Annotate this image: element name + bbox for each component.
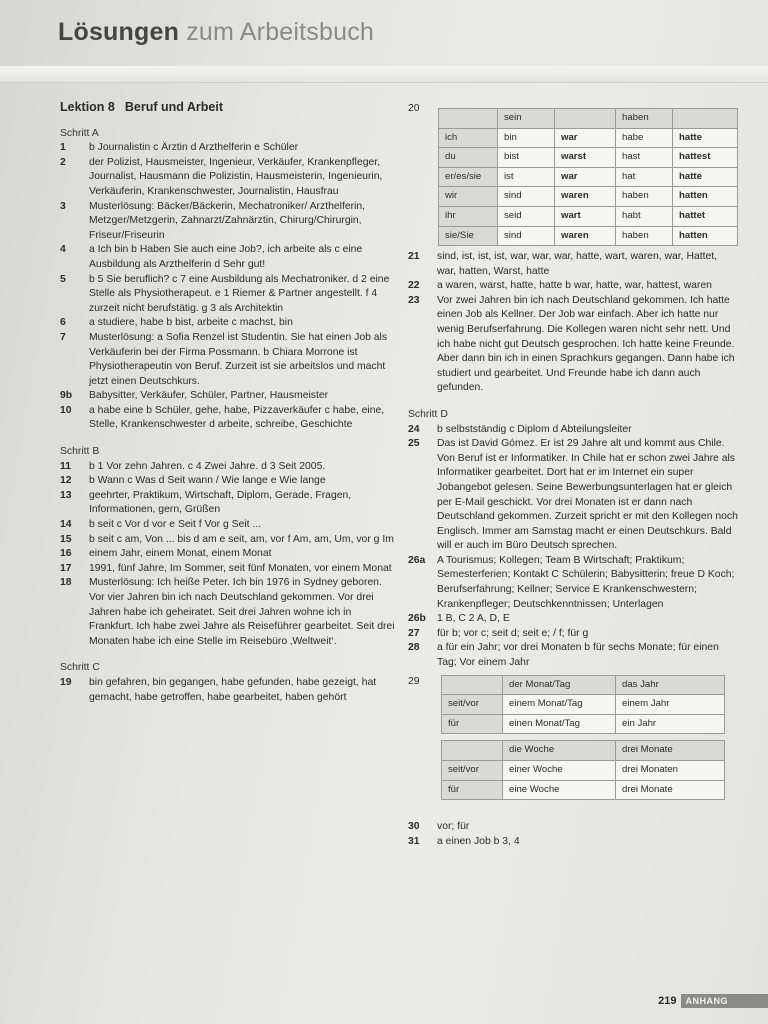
exercise-number: 12 [60, 475, 72, 487]
table-cell: ich [439, 128, 498, 148]
conjugation-table [438, 108, 738, 246]
table-cell: habe [616, 128, 673, 148]
exercise-answer: vor; für [437, 821, 470, 833]
exercise-item [408, 437, 738, 554]
table-header-cell: das Jahr [616, 675, 725, 695]
table-cell: hatte [673, 167, 738, 187]
table-row [442, 714, 725, 734]
exercise-number: 30 [408, 821, 420, 833]
exercise-number: 1 [60, 142, 66, 154]
exercise-answer: a waren, warst, hatte, hatte b war, hatte, war, hattest, waren [437, 280, 712, 292]
exercise-answer: für b; vor c; seit d; seit e; / f; für g [437, 627, 589, 639]
exercise-answer: Musterlösung: Ich heiße Peter. Ich bin 1976 in Sydney geboren. Vor vier Jahren bin ich nach Deutschland gekommen. Vor drei Jahren habe ich geheiratet. Seit drei Jahren wohne ich in Frankfurt. Ich habe zwei Jahre als Reiseführer gearbeitet. Seit drei Monaten habe ich eine Stelle im Reisebüro ‚Weltweit‘. [89, 577, 395, 647]
exercise-item [60, 331, 395, 389]
table-cell: hattest [673, 148, 738, 168]
exercise-list-c [60, 676, 395, 705]
exercise-number: 19 [60, 676, 72, 688]
exercise-answer: A Tourismus; Kollegen; Team B Wirtschaft; Praktikum; Semesterferien; Kontakt C Schülerin; Babysitterin; freue D Koch; Berufserfahrung; Kellner; Service E Krankenschwestern; Krankenpfleger; Deutschkenntnissen; Unterlagen [437, 554, 735, 610]
table-cell: seid [498, 206, 555, 226]
exercise-answer: a studiere, habe b bist, arbeite c machst, bin [89, 317, 293, 329]
table-cell: hatte [673, 128, 738, 148]
exercise-number: 5 [60, 273, 66, 285]
exercise-answer: b 5 Sie beruflich? c 7 eine Ausbildung als Mechatroniker. d 2 eine Stelle als Physiotherapeut. e 1 Riemer & Partner angestellt. f 4 zurzeit nicht berufstätig. g 3 als Architektin [89, 273, 390, 314]
left-column [60, 100, 395, 705]
exercise-item [408, 279, 738, 294]
exercise-answer: a für ein Jahr; vor drei Monaten b für sechs Monate; für einen Tag; Vor einem Jahr [437, 642, 719, 669]
table-cell: für [442, 714, 503, 734]
table-cell: warst [555, 148, 616, 168]
title-light: zum Arbeitsbuch [179, 18, 375, 46]
table-cell: hatten [673, 226, 738, 246]
table-cell: ist [498, 167, 555, 187]
exercise-item [60, 316, 395, 331]
exercise-item [408, 294, 738, 396]
table-cell: sie/Sie [439, 226, 498, 246]
section-heading: Schritt B [60, 446, 100, 458]
exercise-answer: 1 B, C 2 A, D, E [437, 613, 510, 625]
section-heading: Schritt C [60, 662, 100, 674]
table-header-cell [673, 109, 738, 129]
exercise-item [60, 676, 395, 705]
exercise-item [408, 641, 738, 670]
table-row [442, 761, 725, 781]
table-cell: eine Woche [503, 780, 616, 800]
page-footer [658, 994, 768, 1008]
table-header-cell: der Monat/Tag [503, 675, 616, 695]
exercise-answer: Musterlösung: Bäcker/Bäckerin, Mechatroniker/ Arzthelferin, Metzger/Metzgerin, Zahnarzt/Zahnärztin, Chirurg/Chirurgin, Friseur/Friseurin [89, 200, 366, 241]
time-table-a [441, 675, 725, 735]
section-heading: Schritt D [408, 408, 448, 420]
table-header-row [439, 109, 738, 129]
exercise-number: 16 [60, 548, 72, 560]
exercise-item [408, 627, 738, 642]
table-cell: wart [555, 206, 616, 226]
table-cell: seit/vor [442, 761, 503, 781]
exercise-number: 6 [60, 317, 66, 329]
exercise-answer: a Ich bin b Haben Sie auch eine Job?, ich arbeite als c eine Ausbildung als Arzthelferin d Sehr gut! [89, 244, 363, 270]
exercise-answer: b 1 Vor zehn Jahren. c 4 Zwei Jahre. d 3 Seit 2005. [89, 460, 326, 472]
exercise-number: 18 [60, 577, 72, 589]
exercise-number: 31 [408, 835, 420, 847]
exercise-item [60, 489, 395, 518]
exercise-answer: a einen Job b 3, 4 [437, 835, 520, 847]
exercise-answer: a habe eine b Schüler, gehe, habe, Pizzaverkäufer c habe, eine, Stelle, Krankenschwester d arbeite, schreibe, Geschichte [89, 404, 385, 431]
exercise-answer: b Wann c Was d Seit wann / Wie lange e Wie lange [89, 475, 326, 487]
exercise-item [60, 518, 395, 533]
table-header-cell: haben [616, 109, 673, 129]
exercise-item [408, 820, 738, 835]
exercise-answer: geehrter, Praktikum, Wirtschaft, Diplom, Gerade, Fragen, Informationen, gern, Grüßen [89, 489, 352, 516]
table-header-cell [439, 109, 498, 129]
exercise-number: 24 [408, 423, 420, 435]
table-cell: habt [616, 206, 673, 226]
table-cell: hat [616, 167, 673, 187]
exercise-list-21-23 [408, 250, 738, 396]
exercise-number: 22 [408, 280, 420, 292]
exercise-20 [408, 102, 738, 250]
table-header-row [442, 675, 725, 695]
table-cell: war [555, 167, 616, 187]
exercise-item [408, 554, 738, 612]
exercise-answer: Vor zwei Jahren bin ich nach Deutschland gekommen. Ich hatte einen Job als Kellner. Der Job war einfach. Aber ich hatte nur wenig Berufserfahrung. Die Kollegen waren nicht sehr nett. Und ich habe nicht gut Deutsch gesprochen. Ich hatte keine Freunde. Aber dann bin ich in einen Sprachkurs gegangen. Dann habe ich studiert und gearbeitet. Und Freunde habe ich dann auch gefunden. [437, 294, 735, 394]
time-table-b [441, 740, 725, 800]
exercise-number: 7 [60, 331, 66, 343]
exercise-answer: Musterlösung: a Sofia Renzel ist Studentin. Sie hat einen Job als Verkäuferin bei der Firma Possmann. b Chiara Morrone ist Physiotherapeutin von Beruf. Zurzeit ist sie arbeitslos und macht jetzt einen Deutschkurs. [89, 331, 388, 387]
exercise-number: 4 [60, 244, 66, 256]
table-cell: sind [498, 187, 555, 207]
exercise-item [408, 835, 738, 850]
table-row [442, 695, 725, 715]
lesson-number: Lektion 8 [60, 100, 115, 114]
exercise-answer: b selbstständig c Diplom d Abteilungsleiter [437, 423, 632, 435]
table-cell: haben [616, 187, 673, 207]
exercise-list-a [60, 141, 395, 433]
exercise-answer: einem Jahr, einem Monat, einem Monat [89, 548, 272, 560]
exercise-item [60, 533, 395, 548]
exercise-item [60, 576, 395, 649]
table-header-cell: die Woche [503, 741, 616, 761]
table-cell: du [439, 148, 498, 168]
exercise-answer: sind, ist, ist, ist, war, war, war, hatte, wart, waren, war, Hattet, war, hatten, Warst, hatte [437, 251, 718, 277]
exercise-number: 21 [408, 251, 420, 262]
exercise-number: 23 [408, 294, 420, 306]
exercise-number: 13 [60, 489, 72, 501]
table-cell: war [555, 128, 616, 148]
table-cell: bin [498, 128, 555, 148]
page-number: 219 [658, 995, 677, 1007]
exercise-item [408, 250, 738, 279]
exercise-item [60, 156, 395, 200]
table-cell: einer Woche [503, 761, 616, 781]
exercise-number: 9b [60, 390, 73, 402]
exercise-number: 17 [60, 562, 72, 574]
table-cell: hattet [673, 206, 738, 226]
exercise-answer: b seit c am, Von ... bis d am e seit, am, vor f Am, am, Um, vor g Im [89, 533, 394, 545]
table-row [439, 128, 738, 148]
exercise-answer: Das ist David Gómez. Er ist 29 Jahre alt und kommt aus Chile. Von Beruf ist er Informatiker. In Chile hat er schon zwei Jahre als Informatiker gearbeitet. Dort hat er im Internet ein super Jobangebot gelesen. Seine Bewerbungsunterlagen hat er gleich per E-Mail geschickt. Vor drei Monaten ist er dann nach Deutschland gekommen. Zurzeit spricht er mit den Kollegen noch Englisch. Immer am Samstag macht er einen Deutschkurs. Bald will er auch im Büro Deutsch sprechen. [437, 438, 738, 552]
exercise-item [60, 474, 395, 489]
exercise-list-d [408, 423, 738, 671]
exercise-number: 28 [408, 642, 420, 654]
table-cell: hast [616, 148, 673, 168]
exercise-list-b [60, 460, 395, 650]
exercise-number: 14 [60, 519, 72, 531]
page-title [58, 18, 374, 47]
exercise-number: 11 [60, 460, 71, 472]
table-cell: ein Jahr [616, 714, 725, 734]
exercise-number: 26b [408, 613, 426, 625]
header-band [0, 66, 768, 83]
exercise-number: 25 [408, 438, 420, 450]
exercise-number: 2 [60, 156, 66, 168]
exercise-item [60, 273, 395, 317]
table-row [439, 167, 738, 187]
exercise-item [60, 243, 395, 272]
table-row [439, 187, 738, 207]
exercise-number: 26a [408, 554, 426, 566]
exercise-list-30-31 [408, 820, 738, 849]
exercise-answer: 1991, fünf Jahre, Im Sommer, seit fünf Monaten, vor einem Monat [89, 562, 392, 574]
exercise-number: 3 [60, 200, 66, 212]
exercise-answer: b Journalistin c Ärztin d Arzthelferin e Schüler [89, 142, 299, 154]
table-cell: für [442, 780, 503, 800]
table-header-cell: drei Monate [616, 741, 725, 761]
table-header-cell [555, 109, 616, 129]
section-tag: ANHANG [681, 994, 768, 1008]
lesson-heading [60, 100, 395, 115]
table-cell: waren [555, 226, 616, 246]
exercise-item [60, 200, 395, 244]
table-cell: drei Monate [616, 780, 725, 800]
exercise-item [60, 141, 395, 156]
table-cell: einem Jahr [616, 695, 725, 715]
exercise-item [60, 460, 395, 475]
table-cell: seit/vor [442, 695, 503, 715]
table-cell: haben [616, 226, 673, 246]
exercise-item [60, 404, 395, 433]
table-row [439, 148, 738, 168]
table-row [442, 780, 725, 800]
section-heading: Schritt A [60, 127, 99, 139]
right-column [408, 102, 738, 849]
table-header-cell [442, 675, 503, 695]
exercise-number: 10 [60, 404, 72, 416]
table-header-row [442, 741, 725, 761]
table-cell: er/es/sie [439, 167, 498, 187]
exercise-answer: Babysitter, Verkäufer, Schüler, Partner, Hausmeister [89, 390, 329, 402]
table-header-cell [442, 741, 503, 761]
exercise-number: 29 [408, 675, 420, 687]
table-header-cell: sein [498, 109, 555, 129]
table-row [439, 206, 738, 226]
exercise-number: 27 [408, 627, 420, 639]
table-row [439, 226, 738, 246]
title-bold: Lösungen [58, 18, 180, 46]
table-cell: hatten [673, 187, 738, 207]
exercise-item [408, 423, 738, 438]
table-cell: einem Monat/Tag [503, 695, 616, 715]
table-cell: waren [555, 187, 616, 207]
exercise-number: 15 [60, 533, 72, 545]
exercise-item [408, 612, 738, 627]
table-cell: drei Monaten [616, 761, 725, 781]
lesson-title: Beruf und Arbeit [124, 100, 224, 114]
exercise-item [60, 547, 395, 562]
exercise-answer: bin gefahren, bin gegangen, habe gefunden, habe gezeigt, hat gemacht, habe getroffen, habe gearbeitet, haben gehört [89, 676, 377, 703]
table-cell: ihr [439, 206, 498, 226]
table-cell: bist [498, 148, 555, 168]
exercise-answer: der Polizist, Hausmeister, Ingenieur, Verkäufer, Krankenpfleger, Journalist, Hausmann die Polizistin, Hausmeisterin, Ingenieurin, Verkäuferin, Krankenschwester, Journalistin, Hausfrau [89, 156, 383, 197]
exercise-answer: b seit c Vor d vor e Seit f Vor g Seit ... [89, 519, 262, 531]
table-cell: einen Monat/Tag [503, 714, 616, 734]
exercise-29 [408, 675, 738, 801]
table-cell: sind [498, 226, 555, 246]
exercise-item [60, 562, 395, 577]
exercise-item [60, 389, 395, 404]
exercise-number: 20 [408, 103, 420, 114]
table-cell: wir [439, 187, 498, 207]
